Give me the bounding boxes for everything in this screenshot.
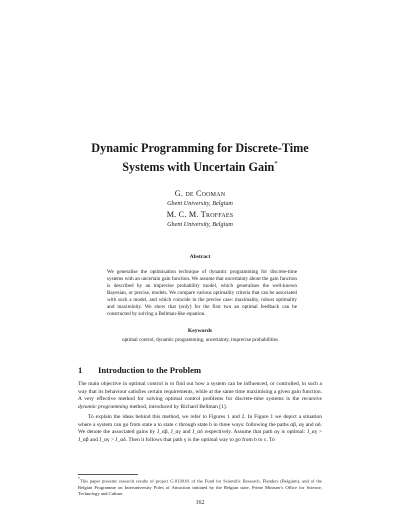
page-number: 162 [195,500,205,506]
section-number: 1 [78,365,83,375]
body-p1-end: method, introduced by Richard Bellman [1]. [129,404,228,411]
footnote-text: This paper presents research results of project G.0139.01 of the Fund for Scientific Research, Flanders (Belgium), and of the Belgian Programme on Interuniversity Poles of Attraction initiated by the Belgian state, Prime Minister's Office for Science, Technology and Culture. [78,478,322,497]
author-2-initial: M. C. M. [166,210,201,219]
abstract-heading: Abstract [189,254,211,260]
paper-title [60,140,340,175]
body-paragraph-2: To explain the ideas behind this method, we refer to Figures 1 and 2. In Figure 1 we depict a situation where a system can go from state a to state c through state b in three ways: following the paths αβ, αγ and αδ. We denote the associated gains by J_αβ, J_αγ and J_αδ respectively. Assume that path αγ is optimal: J_αγ > J_αβ and J_αγ > J_αδ. Then it follows that path γ is the optimal way to go from b to c. To [78,413,322,443]
footnote-marker: * [78,477,80,481]
footnote-rule [78,474,138,475]
title-line-2: Systems with Uncertain Gain [122,160,275,175]
author-2-surname: Troffaes [200,210,234,219]
body-p1-emphasis: dynamic programming [78,404,129,411]
body-p1-text: The main objective in optimal control is to find out how a system can be influenced, or controlled, in such a way that its behaviour satisfies certain requirements, while at the same time maximising a given gain function. A very effective method for solving optimal control problems for discrete-time systems is the recursive [78,381,322,403]
title-footnote-marker: * [274,160,278,168]
abstract-text: We generalise the optimisation technique of dynamic programming for discrete-time systems with an uncertain gain function. We assume that uncertainty about the gain function is described by an imprecise probability model, which generalises the well-known Bayesian, or precise, models. We compare various optimality criteria that can be associated with such a model, and which coincide in the precise case: maximality, robust optimality and maximinity. We show that (only) for the first two an optimal feedback can be constructed by solving a Bellman-like equation. [107,269,297,318]
author-2 [60,210,340,219]
author-2-affiliation: Ghent University, Belgium [167,221,233,228]
author-1 [60,189,340,198]
body-text [78,381,322,445]
author-1-affiliation: Ghent University, Belgium [167,200,233,207]
author-1-initial: G. [174,189,186,198]
author-1-surname: de Cooman [185,189,226,198]
section-title: Introduction to the Problem [98,365,202,375]
body-paragraph-1 [78,381,322,412]
keywords-text: optimal control, dynamic programming, uncertainty, imprecise probabilities [122,337,278,343]
title-line-1: Dynamic Programming for Discrete-Time [91,141,309,155]
keywords-heading: Keywords [187,328,213,334]
section-heading [78,365,201,375]
footnote [78,476,322,497]
